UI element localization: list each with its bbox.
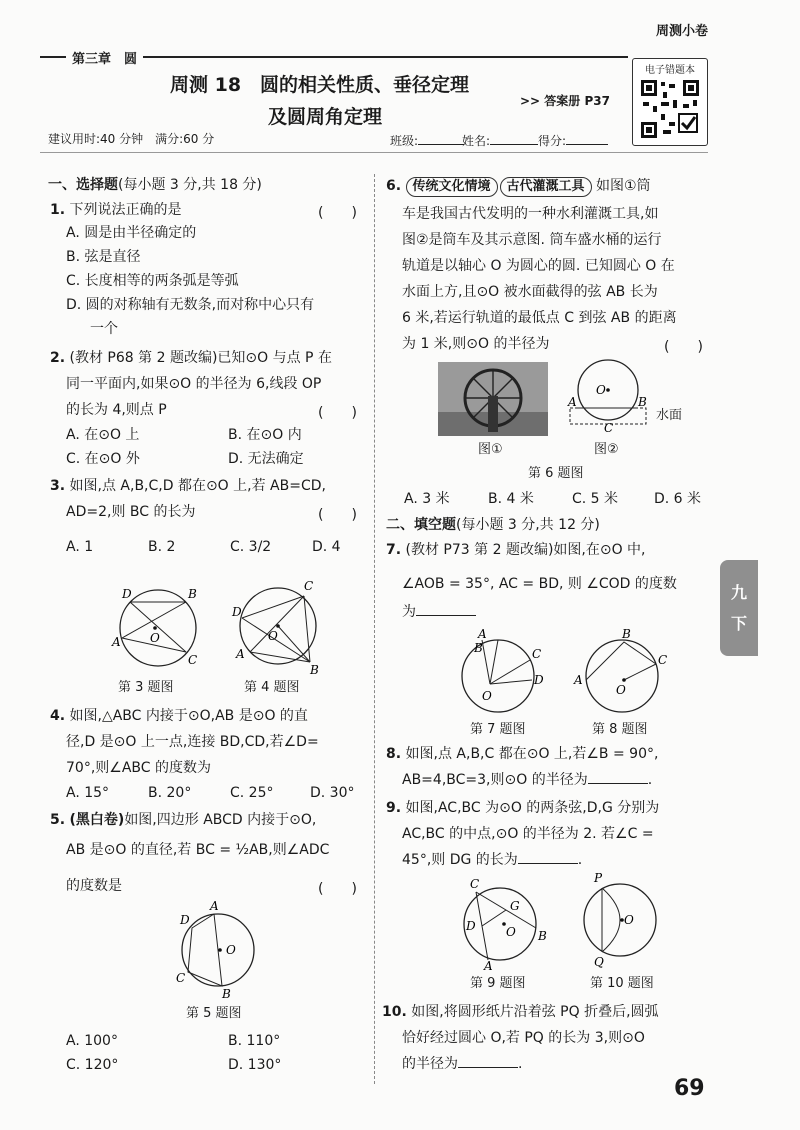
header-bottom-rule: [40, 152, 708, 153]
class-field[interactable]: [390, 130, 464, 149]
q6-option-d: D. 6 米: [654, 491, 702, 507]
q2-option-a: A. 在⊙O 上: [66, 427, 140, 443]
side-tab-line2: 下: [730, 614, 747, 633]
q10-line3: 的半径为 .: [402, 1052, 522, 1076]
q8-line2: AB=4,BC=3,则⊙O 的半径为 .: [402, 768, 652, 792]
figure-7-caption: 第 7 题图: [470, 722, 526, 737]
figure-10-diagram: [576, 870, 666, 970]
svg-text:B: B: [538, 929, 547, 943]
q6-answer-paren[interactable]: ( ): [664, 339, 703, 355]
score-label: 得分:: [538, 134, 567, 148]
svg-text:C: C: [176, 971, 186, 985]
q5-option-b: B. 110°: [228, 1033, 281, 1049]
q2-line3: 的长为 4,则点 P: [66, 402, 167, 418]
q5-option-a: A. 100°: [66, 1033, 118, 1049]
q1-option-d-cont: 一个: [90, 321, 118, 337]
section-1-heading: 一、选择题(每小题 3 分,共 18 分): [48, 177, 262, 193]
figure-8-caption: 第 8 题图: [592, 722, 648, 737]
q3-line2: AD=2,则 BC 的长为: [66, 504, 196, 520]
q9-line3: 45°,则 DG 的长为 .: [402, 848, 582, 872]
q5-answer-paren[interactable]: ( ): [318, 881, 357, 897]
page-title-line2: 及圆周角定理: [268, 106, 383, 128]
svg-text:A: A: [478, 628, 487, 641]
time-info: 建议用时:40 分钟 满分:60 分: [48, 132, 215, 146]
water-surface-label: 水面: [656, 408, 683, 423]
q2-option-d: D. 无法确定: [228, 451, 304, 467]
svg-text:A: A: [574, 673, 583, 687]
svg-text:D: D: [232, 605, 242, 619]
figure-4-diagram: [230, 576, 330, 676]
side-tab: [720, 560, 758, 656]
q9-line2: AC,BC 的中点,⊙O 的半径为 2. 若∠C =: [402, 826, 654, 842]
svg-text:A: A: [112, 635, 121, 649]
q6-option-a: A. 3 米: [404, 491, 450, 507]
figure-9-diagram: [452, 874, 552, 970]
figure-5-caption: 第 5 题图: [186, 1006, 242, 1021]
q3-option-c: C. 3/2: [230, 539, 272, 555]
svg-text:B: B: [222, 987, 231, 1000]
q8-line1: 8. 如图,点 A,B,C 都在⊙O 上,若∠B = 90°,: [386, 746, 659, 762]
svg-text:O: O: [268, 629, 278, 643]
q6-line6: 6 米,若运行轨道的最低点 C 到弦 AB 的距离: [402, 310, 677, 326]
svg-text:B: B: [188, 587, 197, 601]
q9-line1: 9. 如图,AC,BC 为⊙O 的两条弦,D,G 分别为: [386, 800, 660, 816]
svg-text:B: B: [622, 628, 631, 641]
q6-option-b: B. 4 米: [488, 491, 534, 507]
section-2-heading: 二、填空题(每小题 3 分,共 12 分): [386, 517, 600, 533]
q6-line5: 水面上方,且⊙O 被水面截得的弦 AB 长为: [402, 284, 658, 300]
svg-text:O: O: [482, 689, 492, 703]
q2-line2: 同一平面内,如果⊙O 的半径为 6,线段 OP: [66, 376, 322, 392]
q6-option-c: C. 5 米: [572, 491, 619, 507]
q4-option-b: B. 20°: [148, 785, 192, 801]
qr-code-icon: [639, 78, 701, 140]
svg-text:P: P: [594, 871, 603, 885]
svg-text:O: O: [226, 943, 236, 957]
figure-9-caption: 第 9 题图: [470, 976, 526, 991]
figure-8-diagram: [572, 628, 672, 718]
svg-text:A: A: [210, 900, 219, 913]
q10-line1: 10. 如图,将圆形纸片沿着弦 PQ 折叠后,圆弧: [382, 1004, 659, 1020]
q3-line1: 3. 如图,点 A,B,C,D 都在⊙O 上,若 AB=CD,: [50, 478, 326, 494]
svg-text:O: O: [150, 631, 160, 645]
q4-option-a: A. 15°: [66, 785, 110, 801]
q1-option-d: D. 圆的对称轴有无数条,而对称中心只有: [66, 297, 315, 313]
q1-option-b: B. 弦是直径: [66, 249, 141, 265]
figure-5-diagram: [170, 900, 266, 1000]
q1-option-c: C. 长度相等的两条弧是等弧: [66, 273, 239, 289]
q6-line4: 轨道是以轴心 O 为圆心的圆. 已知圆心 O 在: [402, 258, 675, 274]
svg-text:C: C: [532, 647, 542, 661]
svg-text:C: C: [304, 579, 314, 593]
double-chevron-icon: >>: [520, 94, 541, 108]
svg-text:D: D: [180, 913, 190, 927]
figure-10-caption: 第 10 题图: [590, 976, 654, 991]
q2-answer-paren[interactable]: ( ): [318, 405, 357, 421]
name-field[interactable]: [462, 130, 538, 149]
svg-text:D: D: [534, 673, 544, 687]
svg-text:D: D: [122, 587, 132, 601]
q3-answer-paren[interactable]: ( ): [318, 507, 357, 523]
svg-text:O: O: [596, 383, 606, 397]
name-label: 姓名:: [462, 134, 491, 148]
page-title-line1: 周测 18 圆的相关性质、垂径定理: [170, 74, 470, 96]
figure-4-caption: 第 4 题图: [244, 680, 300, 695]
q4-line3: 70°,则∠ABC 的度数为: [66, 760, 211, 776]
q5-option-c: C. 120°: [66, 1057, 119, 1073]
svg-text:C: C: [188, 653, 198, 667]
q6-line3: 图②是筒车及其示意图. 筒车盛水桶的运行: [402, 232, 662, 248]
q3-option-b: B. 2: [148, 539, 176, 555]
svg-text:C: C: [658, 653, 668, 667]
column-divider: [374, 174, 375, 1084]
side-tab-line1: 九: [730, 583, 747, 602]
svg-text:G: G: [510, 899, 520, 913]
q6-topic-tag: 古代灌溉工具: [500, 177, 592, 197]
svg-text:C: C: [604, 421, 614, 435]
q4-line2: 径,D 是⊙O 上一点,连接 BD,CD,若∠D=: [66, 734, 319, 750]
q1-stem: 1. 下列说法正确的是: [50, 202, 182, 218]
answer-ref-text: 答案册 P37: [544, 94, 610, 108]
q2-line1: 2. (教材 P68 第 2 题改编)已知⊙O 与点 P 在: [50, 350, 332, 366]
figure-6-2-caption: 图②: [594, 442, 619, 457]
q7-line3: 为: [402, 600, 476, 624]
q6-line1: 6. 传统文化情境 古代灌溉工具 如图①筒: [386, 174, 651, 198]
figure-6-caption: 第 6 题图: [528, 466, 584, 481]
q1-answer-paren[interactable]: ( ): [318, 205, 357, 221]
svg-text:B: B: [638, 395, 647, 409]
q10-answer-blank[interactable]: [458, 1053, 518, 1068]
q5-line1: 5. (黑白卷)如图,四边形 ABCD 内接于⊙O,: [50, 812, 317, 828]
svg-text:O: O: [616, 683, 626, 697]
q6-line7: 为 1 米,则⊙O 的半径为: [402, 336, 550, 352]
svg-text:C: C: [470, 877, 480, 891]
q2-option-c: C. 在⊙O 外: [66, 451, 140, 467]
svg-text:A: A: [568, 395, 577, 409]
score-field[interactable]: [538, 130, 608, 149]
svg-text:Q: Q: [594, 955, 604, 969]
svg-text:A: A: [236, 647, 245, 661]
figure-6-diagram: [564, 356, 654, 436]
q4-option-d: D. 30°: [310, 785, 355, 801]
page-number: 69: [674, 1076, 705, 1101]
q3-option-a: A. 1: [66, 539, 94, 555]
waterwheel-photo: [438, 362, 548, 436]
svg-text:D: D: [466, 919, 476, 933]
answer-reference: [520, 92, 610, 109]
q5-line3: 的度数是: [66, 878, 122, 894]
q2-option-b: B. 在⊙O 内: [228, 427, 302, 443]
qr-box[interactable]: [632, 58, 708, 146]
figure-6-1-caption: 图①: [478, 442, 503, 457]
q7-line2: ∠AOB = 35°, AC = BD, 则 ∠COD 的度数: [402, 576, 677, 592]
q9-answer-blank[interactable]: [518, 849, 578, 864]
svg-text:B: B: [474, 641, 483, 655]
q5-line2: AB 是⊙O 的直径,若 BC = ½AB,则∠ADC: [66, 842, 330, 858]
figure-3-caption: 第 3 题图: [118, 680, 174, 695]
q10-line2: 恰好经过圆心 O,若 PQ 的长为 3,则⊙O: [402, 1030, 645, 1046]
corner-tag: 周测小卷: [656, 24, 709, 39]
q4-option-c: C. 25°: [230, 785, 274, 801]
q4-line1: 4. 如图,△ABC 内接于⊙O,AB 是⊙O 的直: [50, 708, 308, 724]
svg-text:B: B: [310, 663, 319, 676]
q5-option-d: D. 130°: [228, 1057, 282, 1073]
q8-answer-blank[interactable]: [588, 769, 648, 784]
q7-line1: 7. (教材 P73 第 2 题改编)如图,在⊙O 中,: [386, 542, 646, 558]
q6-context-tag: 传统文化情境: [406, 177, 498, 197]
svg-text:O: O: [624, 913, 634, 927]
class-label: 班级:: [390, 134, 419, 148]
figure-3-diagram: [108, 580, 208, 676]
svg-text:O: O: [506, 925, 516, 939]
svg-text:A: A: [484, 959, 493, 970]
qr-label: 电子错题本: [645, 65, 695, 76]
figure-7-diagram: [452, 628, 552, 718]
q1-option-a: A. 圆是由半径确定的: [66, 225, 197, 241]
chapter-label: 第三章 圆: [66, 48, 143, 67]
q3-option-d: D. 4: [312, 539, 341, 555]
q7-answer-blank[interactable]: [416, 601, 476, 616]
q6-line2: 车是我国古代发明的一种水利灌溉工具,如: [402, 206, 659, 222]
